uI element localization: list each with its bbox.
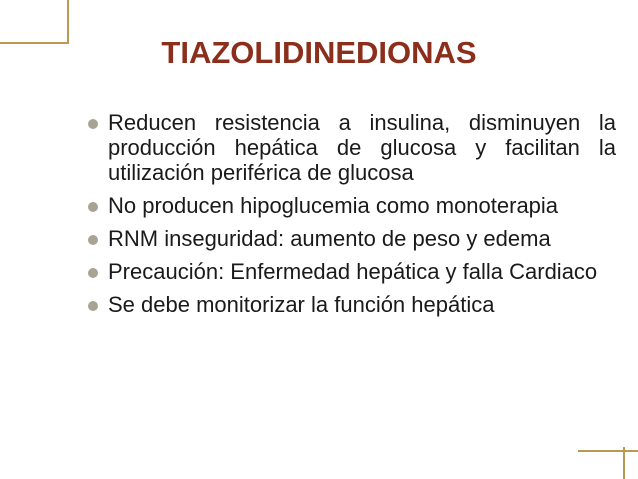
bullet-text: Se debe monitorizar la función hepática [108, 292, 495, 317]
bullet-item [88, 226, 616, 251]
frame-corner-bottom-right-horizontal [578, 450, 638, 452]
bullet-item [88, 193, 616, 218]
bullet-marker-icon [88, 268, 98, 278]
bullet-item [88, 292, 616, 317]
bullet-text: No producen hipoglucemia como monoterapia [108, 193, 559, 218]
bullet-item [88, 110, 616, 185]
bullet-marker-icon [88, 202, 98, 212]
bullet-text: Reducen resistencia a insulina, disminuyen la producción hepática de glucosa y facilitan la utilización periférica de glucosa [108, 110, 616, 185]
slide-title: TIAZOLIDINEDIONAS [161, 35, 477, 70]
bullet-item [88, 259, 616, 284]
bullet-marker-icon [88, 235, 98, 245]
bullet-marker-icon [88, 301, 98, 311]
bullet-text: Precaución: Enfermedad hepática y falla Cardiaco [108, 259, 598, 284]
bullet-marker-icon [88, 119, 98, 129]
bullet-text: RNM inseguridad: aumento de peso y edema [108, 226, 551, 251]
bullet-list [88, 110, 616, 325]
